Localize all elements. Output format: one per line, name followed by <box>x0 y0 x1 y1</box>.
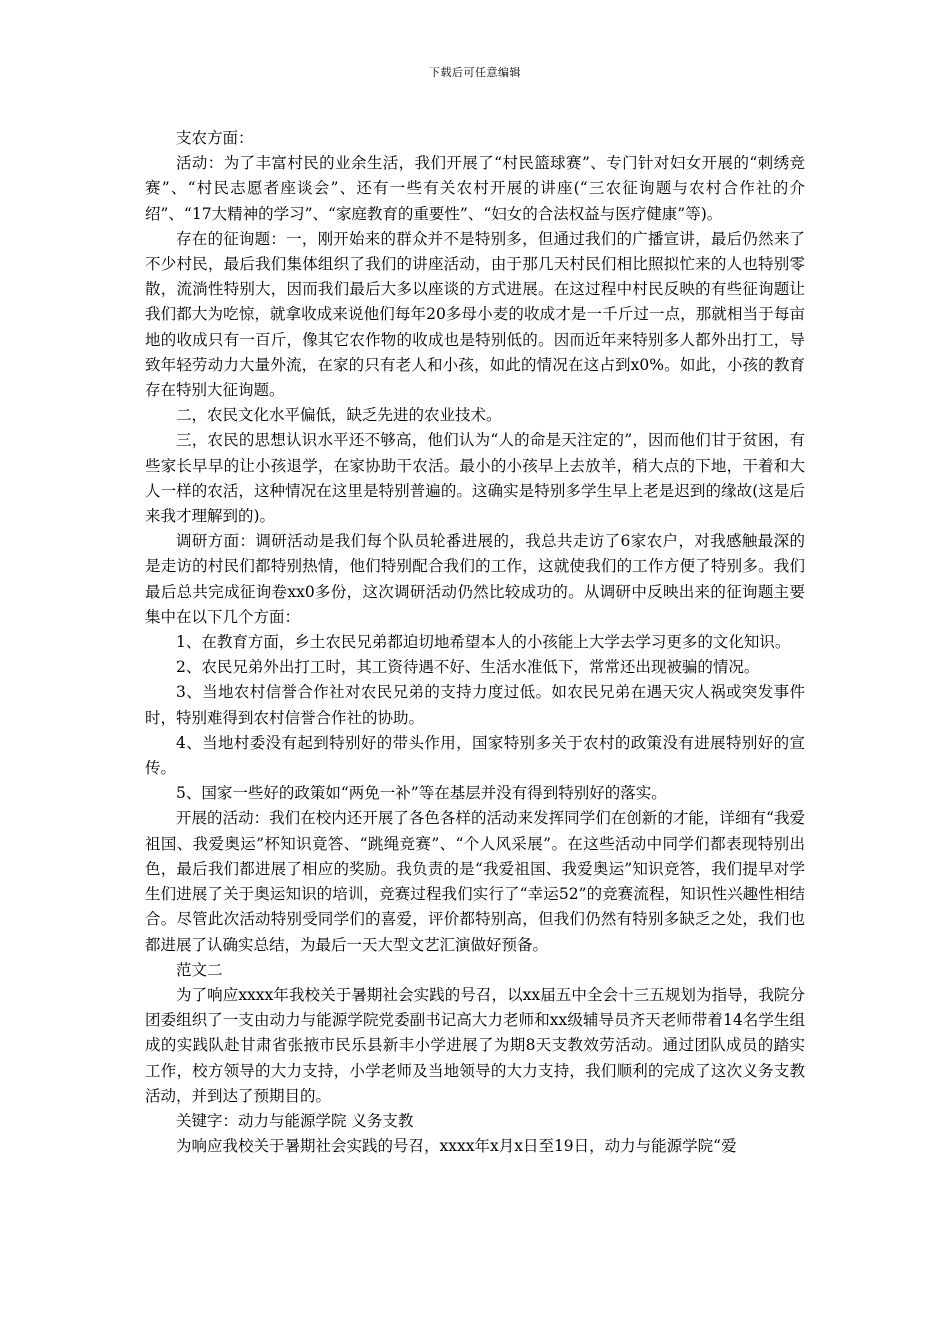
paragraph-existing-issues: 存在的征询题：一，刚开始来的群众并不是特别多，但通过我们的广播宣讲，最后仍然来了不少村民，最后我们集体组织了我们的讲座活动，由于那几天村民们相比照拟忙来的人也特别零散，流淌性特别大，因而我们最后大多以座谈的方式进展。在这过程中村民反映的有些征询题让我们都大为吃惊，就拿收成来说他们每年20多母小麦的收成才是一千斤过一点，那就相当于每亩地的收成只有一百斤，像其它农作物的收成也是特别低的。因而近年来特别多人都外出打工，导致年轻劳动力大量外流，在家的只有老人和小孩，如此的情况在这占到x0%。如此，小孩的教育存在特别大征询题。 <box>145 229 805 400</box>
paragraph-issue-three: 三，农民的思想认识水平还不够高，他们认为“人的命是天注定的”，因而他们甘于贫困，有些家长早早的让小孩退学，在家协助干农活。最小的小孩早上去放羊，稍大点的下地，干着和大人一样的农活，这种情况在这里是特别普遍的。这确实是特别多学生早上老是迟到的缘故(这是后来我才理解到的)。 <box>145 431 805 526</box>
paragraph-campus-activities: 开展的活动：我们在校内还开展了各色各样的活动来发挥同学们在创新的才能，详细有“我爱祖国、我爱奥运”杯知识竟答、“跳绳竞赛”、“个人风采展”。在这些活动中同学们都表现特别出色，最后我们都进展了相应的奖励。我负责的是“我爱祖国、我爱奥运”知识竞答，我们提早对学生们进展了关于奥运知识的培训，竞赛过程我们实行了“幸运52”的竞赛流程，知识性兴趣性相结合。尽管此次活动特别受同学们的喜爱，评价都特别高，但我们仍然有特别多缺乏之处，我们也都进展了认确实总结，为最后一天大型文艺汇演做好预备。 <box>145 809 805 954</box>
list-item-credit-cooperative: 3、当地农村信誉合作社对农民兄弟的支持力度过低。如农民兄弟在遇天灾人祸或突发事件时，特别难得到农村信誉合作社的协助。 <box>145 683 805 727</box>
paragraph-research: 调研方面：调研活动是我们每个队员轮番进展的，我总共走访了6家农户，对我感触最深的是走访的村民们都特别热情，他们特别配合我们的工作，这就使我们的工作方便了特别多。我们最后总共完成征询卷xx0多份，这次调研活动仍然比较成功的。从调研中反映出来的征询题主要集中在以下几个方面： <box>145 532 805 626</box>
paragraph-sample-two-body: 为响应我校关于暑期社会实践的号召，xxxx年x月x日至19日，动力与能源学院“爱 <box>176 1137 737 1156</box>
list-item-education: 1、在教育方面，乡土农民兄弟都迫切地希望本人的小孩能上大学去学习更多的文化知识。 <box>176 633 791 652</box>
paragraph-support-agriculture-heading: 支农方面： <box>176 129 254 147</box>
paragraph-keywords: 关键字：动力与能源学院 义务支教 <box>176 1111 414 1130</box>
paragraph-activities: 活动：为了丰富村民的业余生活，我们开展了“村民篮球赛”、专门针对妇女开展的“刺绣竞赛”、“村民志愿者座谈会”、还有一些有关农村开展的讲座(“三农征询题与农村合作社的介绍”、“17大精神的学习”、“家庭教育的重要性”、“妇女的合法权益与医疗健康”等)。 <box>145 154 805 223</box>
paragraph-issue-two: 二，农民文化水平偏低，缺乏先进的农业技术。 <box>176 406 502 425</box>
list-item-village-committee: 4、当地村委没有起到特别好的带头作用，国家特别多关于农村的政策没有进展特别好的宣传。 <box>145 733 805 778</box>
section-title-sample-two: 范文二 <box>176 960 223 979</box>
document-body <box>145 126 805 1159</box>
list-item-migrant-work: 2、农民兄弟外出打工时，其工资待遇不好、生活水准低下，常常还出现被骗的情况。 <box>176 658 760 677</box>
paragraph-sample-two-intro: 为了响应xxxx年我校关于暑期社会实践的号召，以xx届五中全会十三五规划为指导，我院分团委组织了一支由动力与能源学院党委副书记高大力老师和xx级辅导员齐天老师带着14名学生组成的实践队赴甘肃省张掖市民乐县新丰小学进展了为期8天支教效劳活动。通过团队成员的踏实工作，校方领导的大力支持，小学老师及当地领导的大力支持，我们顺利的完成了这次义务支教活动，并到达了预期目的。 <box>145 985 805 1105</box>
list-item-policy: 5、国家一些好的政策如“两免一补”等在基层并没有得到特别好的落实。 <box>176 784 667 803</box>
page-header-note: 下载后可任意编辑 <box>429 66 521 79</box>
